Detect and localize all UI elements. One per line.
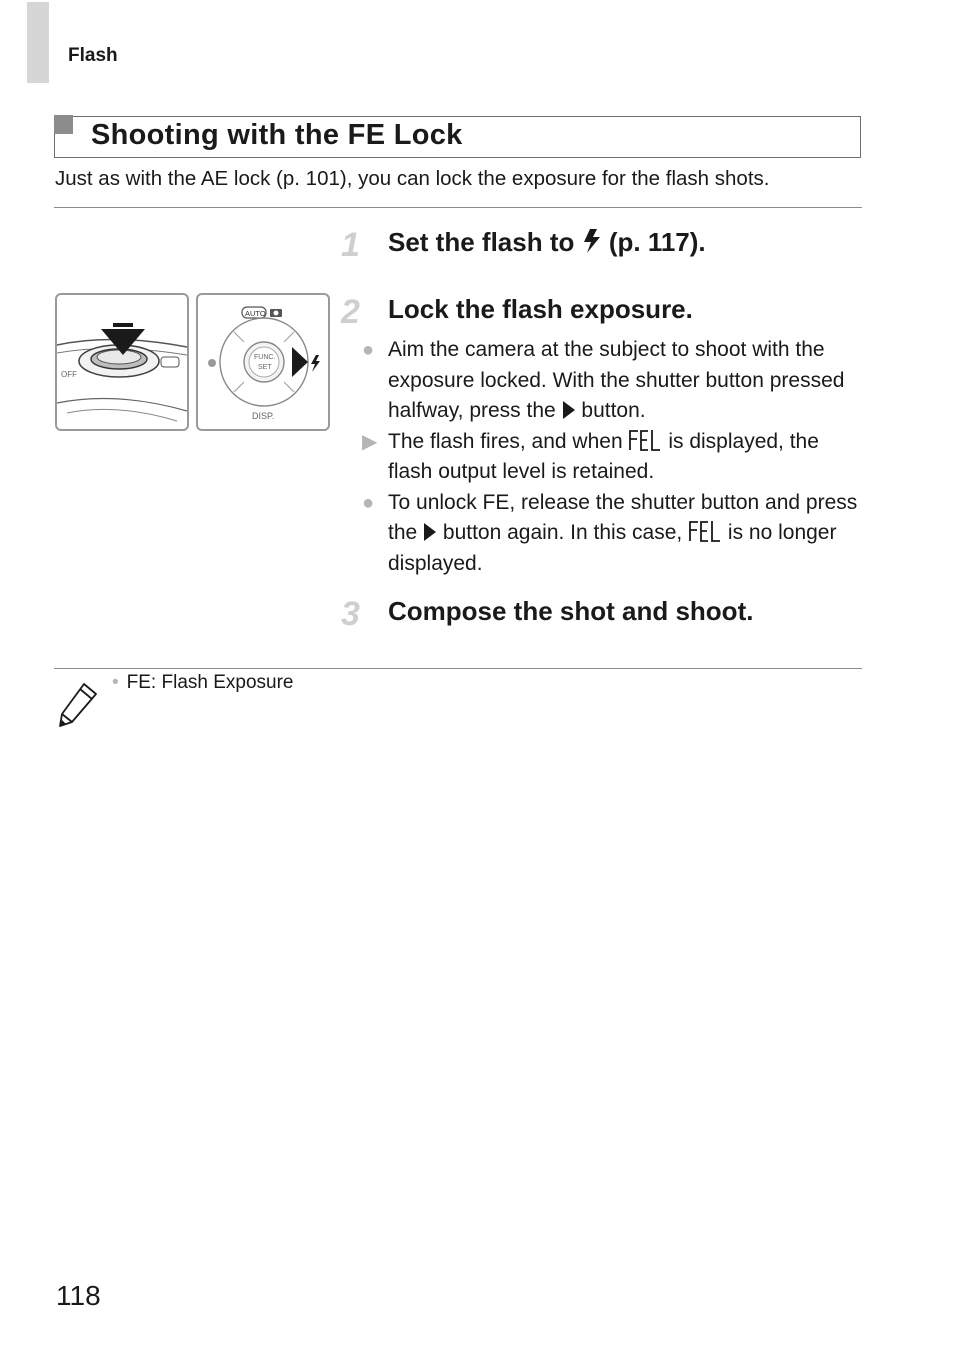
section-label: Flash: [68, 45, 118, 66]
flash-icon: [311, 355, 320, 372]
divider: [54, 207, 862, 208]
fe-lock-icon: [688, 520, 722, 542]
flash-icon: [582, 228, 602, 254]
fe-lock-icon: [628, 429, 662, 451]
step-number-2: 2: [341, 293, 360, 331]
step-number-1: 1: [341, 226, 360, 264]
page-title: Shooting with the FE Lock: [91, 119, 463, 151]
note-bullet-icon: •: [112, 672, 119, 693]
chapter-tab: [27, 2, 49, 83]
pencil-icon: [58, 682, 98, 728]
disp-label: DISP.: [252, 411, 275, 421]
note-divider: [54, 668, 862, 669]
macro-icon: [208, 359, 216, 367]
shutter-button-drawing: [57, 295, 187, 429]
heading-square-icon: [54, 115, 73, 134]
result-arrow-icon: ▶: [362, 430, 378, 453]
right-arrow-icon: [423, 522, 437, 542]
step-title-3: Compose the shot and shoot.: [388, 596, 754, 626]
func-label: FUNC.: [254, 354, 276, 361]
bullet-item: ● To unlock FE, release the shutter button and press the button again. In this case, is no longer displayed.: [362, 488, 862, 580]
control-dial-illustration: [196, 293, 330, 431]
control-dial-drawing: [198, 295, 328, 429]
step-2-bullets: [362, 335, 862, 579]
bullet-item: ● Aim the camera at the subject to shoot with the exposure locked. With the shutter button pressed halfway, press the button.: [362, 335, 862, 427]
right-arrow-icon: [562, 400, 576, 420]
bullet-item: ▶ The flash fires, and when is displayed, the flash output level is retained.: [362, 427, 862, 488]
step-number-3: 3: [341, 595, 360, 633]
step-title-2: Lock the flash exposure.: [388, 294, 693, 324]
page-number: 118: [56, 1280, 101, 1311]
step-title-1-start: Set the flash to: [388, 227, 575, 257]
set-label: SET: [258, 364, 272, 371]
step-title-1: [388, 227, 706, 258]
step-title-1-end: (p. 117).: [608, 227, 706, 257]
bullet-dot-icon: ●: [362, 491, 375, 514]
intro-text: Just as with the AE lock (p. 101), you can lock the exposure for the flash shots.: [55, 167, 770, 190]
note-item: • FE: Flash Exposure: [112, 672, 294, 693]
shutter-button-illustration: [55, 293, 189, 431]
off-label: OFF: [61, 370, 77, 379]
bullet-dot-icon: ●: [362, 339, 375, 361]
auto-label: AUTO: [245, 309, 266, 318]
